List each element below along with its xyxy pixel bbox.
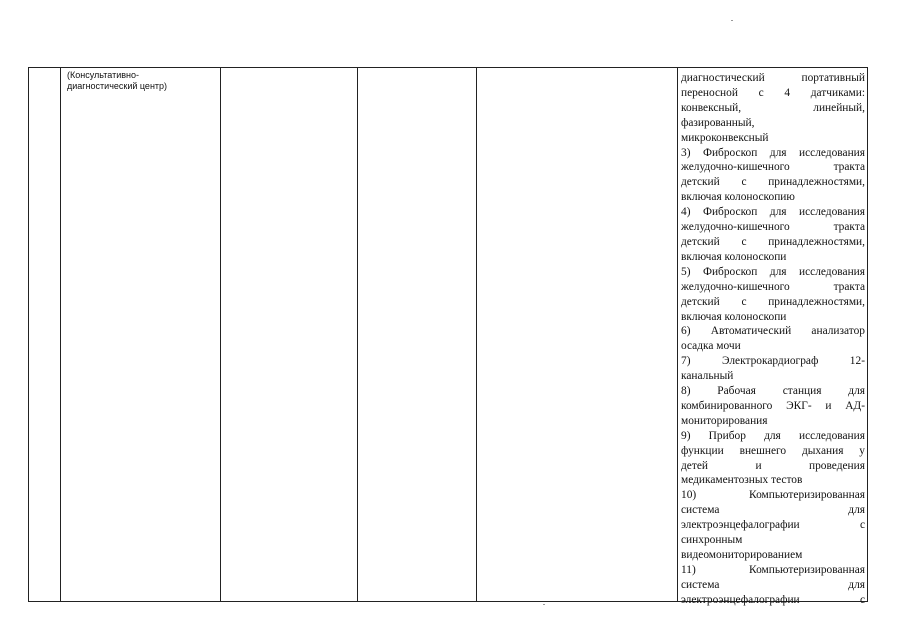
- equipment-line: фазированный,: [681, 116, 755, 129]
- equipment-line: детский с принадлежностями,: [681, 235, 865, 248]
- equipment-line: система для: [681, 578, 865, 591]
- equipment-line: 10) Компьютеризированная: [681, 489, 865, 502]
- equipment-line: 9) Прибор для исследования: [681, 429, 865, 442]
- equipment-line: система для: [681, 504, 865, 517]
- document-table: [28, 67, 868, 606]
- equipment-line: желудочно-кишечного тракта: [681, 221, 865, 234]
- equipment-line: синхронным: [681, 534, 743, 547]
- equipment-line: электроэнцефалографии с: [681, 593, 865, 606]
- equipment-line: желудочно-кишечного тракта: [681, 280, 865, 293]
- equipment-line: конвексный, линейный,: [681, 101, 865, 114]
- equipment-line: мониторирования: [681, 414, 768, 427]
- column-divider: [677, 68, 678, 601]
- equipment-line: канальный: [681, 370, 734, 383]
- equipment-line: функции внешнего дыхания у: [681, 444, 865, 457]
- equipment-line: включая колоноскопи: [681, 250, 787, 263]
- equipment-line: детский с принадлежностями,: [681, 295, 865, 308]
- scan-speck: [731, 20, 733, 21]
- equipment-line: включая колоноскопи: [681, 310, 787, 323]
- equipment-line: видеомониторированием: [681, 549, 803, 561]
- organization-line: диагностический центр): [67, 81, 168, 91]
- column-divider: [60, 68, 61, 601]
- organization-line: (Консультативно-: [67, 70, 139, 80]
- equipment-line: 11) Компьютеризированная: [681, 563, 865, 576]
- column-divider: [357, 68, 358, 601]
- equipment-line: 3) Фиброскоп для исследования: [681, 146, 865, 159]
- equipment-line: детей и проведения: [681, 459, 865, 472]
- equipment-line: 4) Фиброскоп для исследования: [681, 206, 865, 219]
- equipment-line: 5) Фиброскоп для исследования: [681, 265, 865, 278]
- equipment-line: желудочно-кишечного тракта: [681, 161, 865, 174]
- equipment-line: диагностический портативный: [681, 72, 865, 84]
- equipment-line: переносной с 4 датчиками:: [681, 86, 865, 99]
- equipment-line: 7) Электрокардиограф 12-: [681, 355, 865, 368]
- equipment-line: микроконвексный: [681, 131, 769, 144]
- equipment-line: 6) Автоматический анализатор: [681, 325, 865, 338]
- equipment-line: 8) Рабочая станция для: [681, 385, 865, 398]
- equipment-line: комбинированного ЭКГ- и АД-: [681, 399, 865, 412]
- scan-speck: [543, 604, 545, 605]
- equipment-line: электроэнцефалографии с: [681, 519, 865, 532]
- equipment-line: включая колоноскопию: [681, 191, 795, 204]
- column-divider: [220, 68, 221, 601]
- equipment-list-cell: [681, 71, 865, 608]
- organization-cell: [67, 70, 217, 92]
- equipment-line: медикаментозных тестов: [681, 474, 803, 487]
- equipment-line: детский с принадлежностями,: [681, 176, 865, 189]
- equipment-line: осадка мочи: [681, 340, 741, 353]
- column-divider: [476, 68, 477, 601]
